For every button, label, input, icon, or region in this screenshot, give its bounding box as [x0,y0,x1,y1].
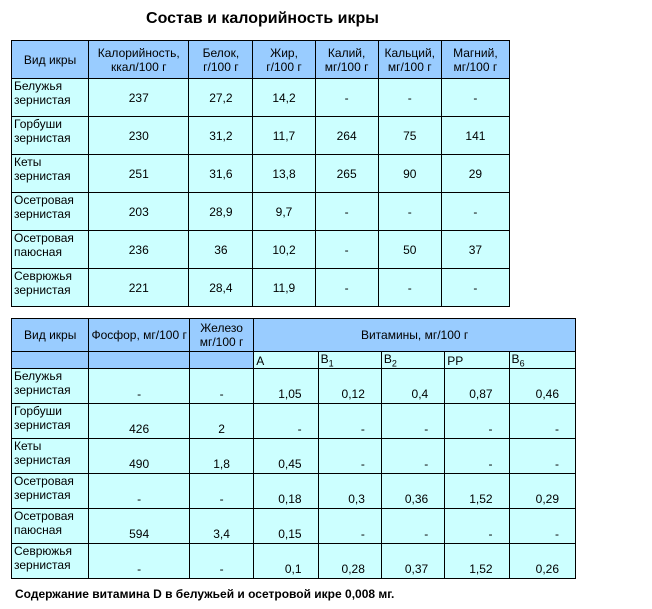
table-cell: 230 [89,117,189,155]
table-cell: 0,46 [509,369,575,404]
table-cell: 14,2 [253,79,315,117]
table-row [12,474,576,509]
table-cell: - [445,509,509,544]
table-cell: - [189,369,253,404]
table-cell: 13,8 [253,155,315,193]
table-cell: 90 [378,155,441,193]
table-cell: 11,9 [253,269,315,307]
column-header-phosphorus: Фосфор, мг/100 г [89,319,190,352]
table-cell: - [189,544,253,579]
table-cell: - [441,79,509,117]
row-label: Осетровая зернистая [12,474,89,509]
empty-header-cell [89,352,190,369]
column-header: Белок, г/100 г [189,41,253,79]
table-cell: 264 [315,117,378,155]
table-row [12,269,510,307]
table-cell: 1,05 [254,369,318,404]
table-cell: - [509,439,575,474]
table-cell: - [441,193,509,231]
table-cell: - [441,269,509,307]
row-label: Белужья зернистая [12,79,89,117]
table-cell: 27,2 [189,79,253,117]
row-label: Белужья зернистая [12,369,89,404]
table-cell: 0,29 [509,474,575,509]
table-cell: 50 [378,231,441,269]
table-cell: 1,8 [189,439,253,474]
table-cell: - [318,509,381,544]
vitamin-subscript: 2 [391,358,397,369]
table-cell: 28,4 [189,269,253,307]
column-header: Калорийность, ккал/100 г [89,41,189,79]
column-header: Магний, мг/100 г [441,41,509,79]
table-cell: 251 [89,155,189,193]
table-cell: 37 [441,231,509,269]
composition-table [11,40,510,307]
table-cell: - [189,474,253,509]
row-label: Кеты зернистая [12,439,89,474]
table-row [12,79,510,117]
table-cell: 141 [441,117,509,155]
table-cell: 75 [378,117,441,155]
table-cell: 9,7 [253,193,315,231]
table-cell: - [378,193,441,231]
table-cell: - [315,79,378,117]
table-cell: 237 [89,79,189,117]
table-cell: - [378,269,441,307]
header-row [12,319,576,352]
table-cell: - [254,404,318,439]
column-header: Вид икры [12,41,89,79]
table-cell: - [89,544,190,579]
table-cell: 426 [89,404,190,439]
table-row [12,231,510,269]
table-cell: 1,52 [445,474,509,509]
table-cell: 0,3 [318,474,381,509]
vitamin-name: B [383,352,392,366]
table-row [12,544,576,579]
table-row [12,193,510,231]
table-cell: - [381,404,444,439]
column-header: Жир, г/100 г [253,41,315,79]
row-label: Севрюжья зернистая [12,269,89,307]
table-cell: 265 [315,155,378,193]
vitamin-header [445,352,509,369]
table-cell: - [89,369,190,404]
table-cell: 10,2 [253,231,315,269]
table-cell: - [445,439,509,474]
column-header: Кальций, мг/100 г [378,41,441,79]
table-row [12,117,510,155]
table-cell: 11,7 [253,117,315,155]
table-cell: 36 [189,231,253,269]
table-row [12,439,576,474]
row-label: Горбуши зернистая [12,117,89,155]
table-cell: 221 [89,269,189,307]
table-cell: - [445,404,509,439]
table-cell: 490 [89,439,190,474]
table-cell: - [381,439,444,474]
table-cell: - [315,193,378,231]
table-cell: 1,52 [445,544,509,579]
table-row [12,369,576,404]
table-cell: 0,26 [509,544,575,579]
table-cell: - [318,439,381,474]
empty-header-cell [12,352,89,369]
column-header-vitamins: Витамины, мг/100 г [254,319,576,352]
vitamin-subscript: 1 [328,358,334,369]
table-cell: - [318,404,381,439]
table-cell: 31,2 [189,117,253,155]
column-header: Калий, мг/100 г [315,41,378,79]
table-cell: 31,6 [189,155,253,193]
row-label: Кеты зернистая [12,155,89,193]
table-cell: 594 [89,509,190,544]
table-cell: - [315,231,378,269]
vitamin-name: B [320,352,329,366]
row-label: Севрюжья зернистая [12,544,89,579]
table-row [12,509,576,544]
table-cell: 3,4 [189,509,253,544]
vitamin-subheader-row [12,352,576,369]
vitamin-subscript: 6 [519,358,525,369]
table-cell: 0,28 [318,544,381,579]
row-label: Осетровая паюсная [12,231,89,269]
vitamin-header [381,352,444,369]
table-cell: 0,36 [381,474,444,509]
empty-header-cell [189,352,253,369]
table-cell: 2 [189,404,253,439]
vitamin-name: B [511,352,520,366]
table-row [12,155,510,193]
footnote: Содержание витамина D в белужьей и осетровой икре 0,008 мг. [15,587,395,601]
column-header-iron: Железо мг/100 г [189,319,253,352]
row-label: Горбуши зернистая [12,404,89,439]
table-cell: - [509,509,575,544]
column-header-kind: Вид икры [12,319,89,352]
vitamin-header [509,352,575,369]
page-title: Состав и калорийность икры [146,10,379,27]
table-row [12,404,576,439]
table-cell: 0,18 [254,474,318,509]
table-cell: 0,87 [445,369,509,404]
table-cell: 0,12 [318,369,381,404]
row-label: Осетровая зернистая [12,193,89,231]
row-label: Осетровая паюсная [12,509,89,544]
table-cell: 0,37 [381,544,444,579]
header-row [12,41,510,79]
table-cell: 236 [89,231,189,269]
minerals-vitamins-table [11,318,576,579]
table-cell: - [89,474,190,509]
vitamin-name: A [256,354,265,369]
vitamin-name: PP [447,354,464,369]
table-cell: - [509,404,575,439]
table-cell: 0,15 [254,509,318,544]
table-cell: 29 [441,155,509,193]
table-cell: 203 [89,193,189,231]
table-cell: - [381,509,444,544]
table-cell: 0,1 [254,544,318,579]
table-cell: 0,45 [254,439,318,474]
table-cell: - [378,79,441,117]
table-cell: - [315,269,378,307]
vitamin-header [318,352,381,369]
table-cell: 0,4 [381,369,444,404]
vitamin-header [254,352,318,369]
table-cell: 28,9 [189,193,253,231]
